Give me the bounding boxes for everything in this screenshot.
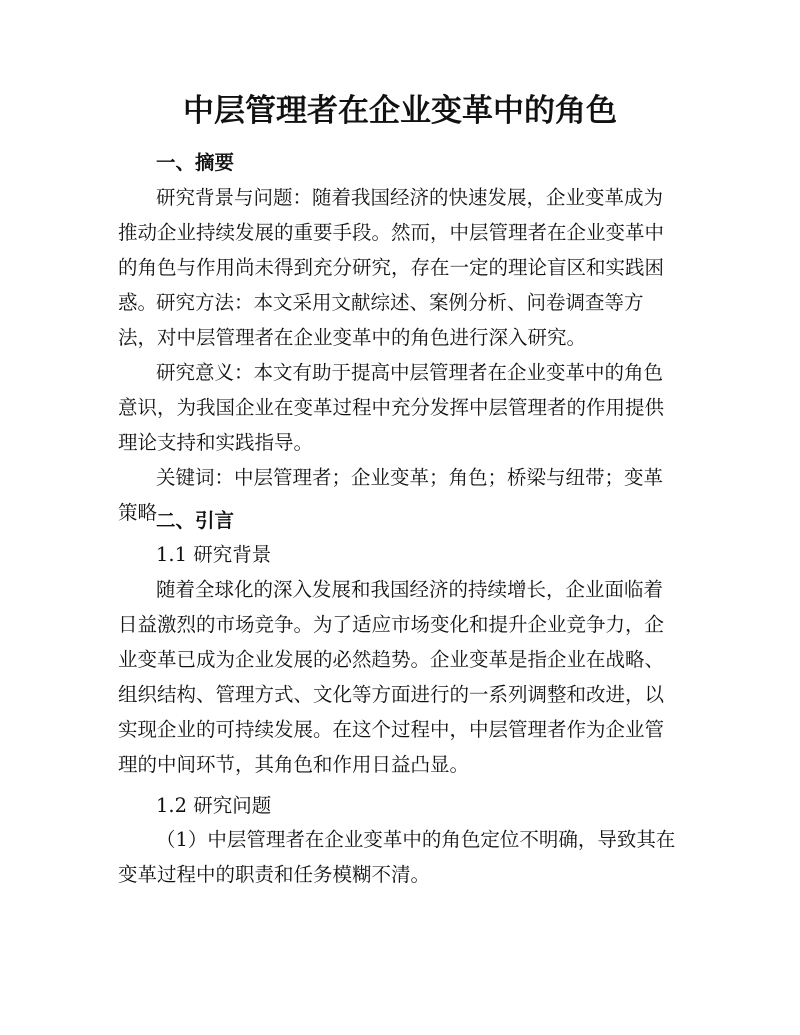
research-question-1: （1）中层管理者在企业变革中的角色定位不明确，导致其在变革过程中的职责和任务模糊不清。: [118, 828, 676, 886]
intro-heading: 二、引言: [156, 509, 235, 532]
abstract-background-paragraph: 研究背景与问题：随着我国经济的快速发展，企业变革成为推动企业持续发展的重要手段。然而，中层管理者在企业变革中的角色与作用尚未得到充分研究，存在一定的理论盲区和实践困惑。: [118, 186, 665, 314]
section-1-1-heading: 1.1 研究背景: [156, 543, 272, 566]
abstract-method-paragraph: 研究方法：本文采用文献综述、案例分析、问卷调查等方法，对中层管理者在企业变革中的角色进行深入研究。: [118, 291, 644, 349]
document-title: 中层管理者在企业变革中的角色: [183, 93, 617, 129]
abstract-significance-paragraph: 研究意义：本文有助于提高中层管理者在企业变革中的角色意识，为我国企业在变革过程中充分发挥中层管理者的作用提供理论支持和实践指导。: [118, 361, 665, 454]
section-1-1-paragraph: 随着全球化的深入发展和我国经济的持续增长，企业面临着日益激烈的市场竞争。为了适应市场变化和提升企业竞争力，企业变革已成为企业发展的必然趋势。企业变革是指企业在战略、组织结构、管理方式、文化等方面进行的一系列调整和改进，以实现企业的可持续发展。在这个过程中，中层管理者作为企业管理的中间环节，其角色和作用日益凸显。: [118, 578, 665, 776]
abstract-heading: 一、摘要: [156, 151, 235, 174]
keywords-line: 关键词：中层管理者；企业变革；角色；桥梁与纽带；变革策略: [118, 466, 664, 524]
section-1-2-heading: 1.2 研究问题: [156, 794, 272, 817]
